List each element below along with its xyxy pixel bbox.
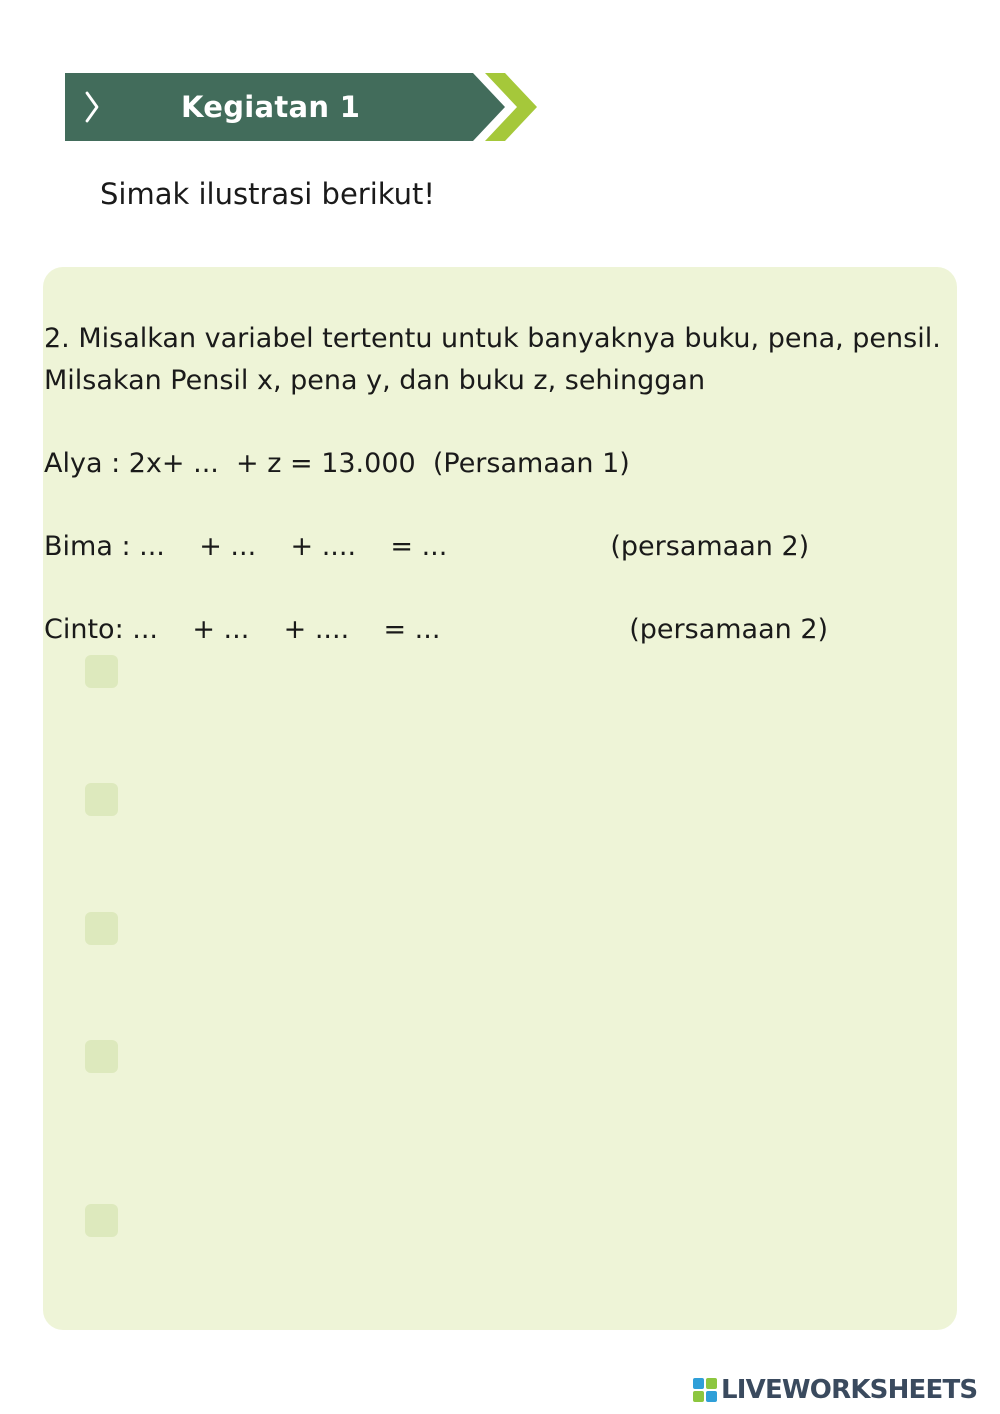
instruction-text: Simak ilustrasi berikut! [100,177,436,211]
equation-alya: Alya : 2x+ ... + z = 13.000 (Persamaan 1) [44,447,630,479]
question-paragraph: 2. Misalkan variabel tertentu untuk banyaknya buku, pena, pensil. [44,323,941,354]
equation-bima: Bima : ... + ... + .... = ... (persamaan 2) [44,530,810,562]
footer-brand [693,1374,977,1406]
answer-checkbox[interactable] [85,783,118,816]
answer-checkbox[interactable] [85,1204,118,1237]
activity-banner [65,73,537,141]
footer-brand-text: LIVEWORKSHEETS [721,1375,978,1405]
answer-checkbox[interactable] [85,1040,118,1073]
liveworksheets-logo-icon [693,1378,717,1402]
question-content [44,318,962,650]
answer-checkbox[interactable] [85,655,118,688]
activity-title: Kegiatan 1 [181,90,361,124]
answer-checkbox[interactable] [85,912,118,945]
equation-cinto: Cinto: ... + ... + .... = ... (persamaan 2) [44,613,829,645]
variable-assignment: Milsakan Pensil x, pena y, dan buku z, sehinggan [44,364,706,396]
